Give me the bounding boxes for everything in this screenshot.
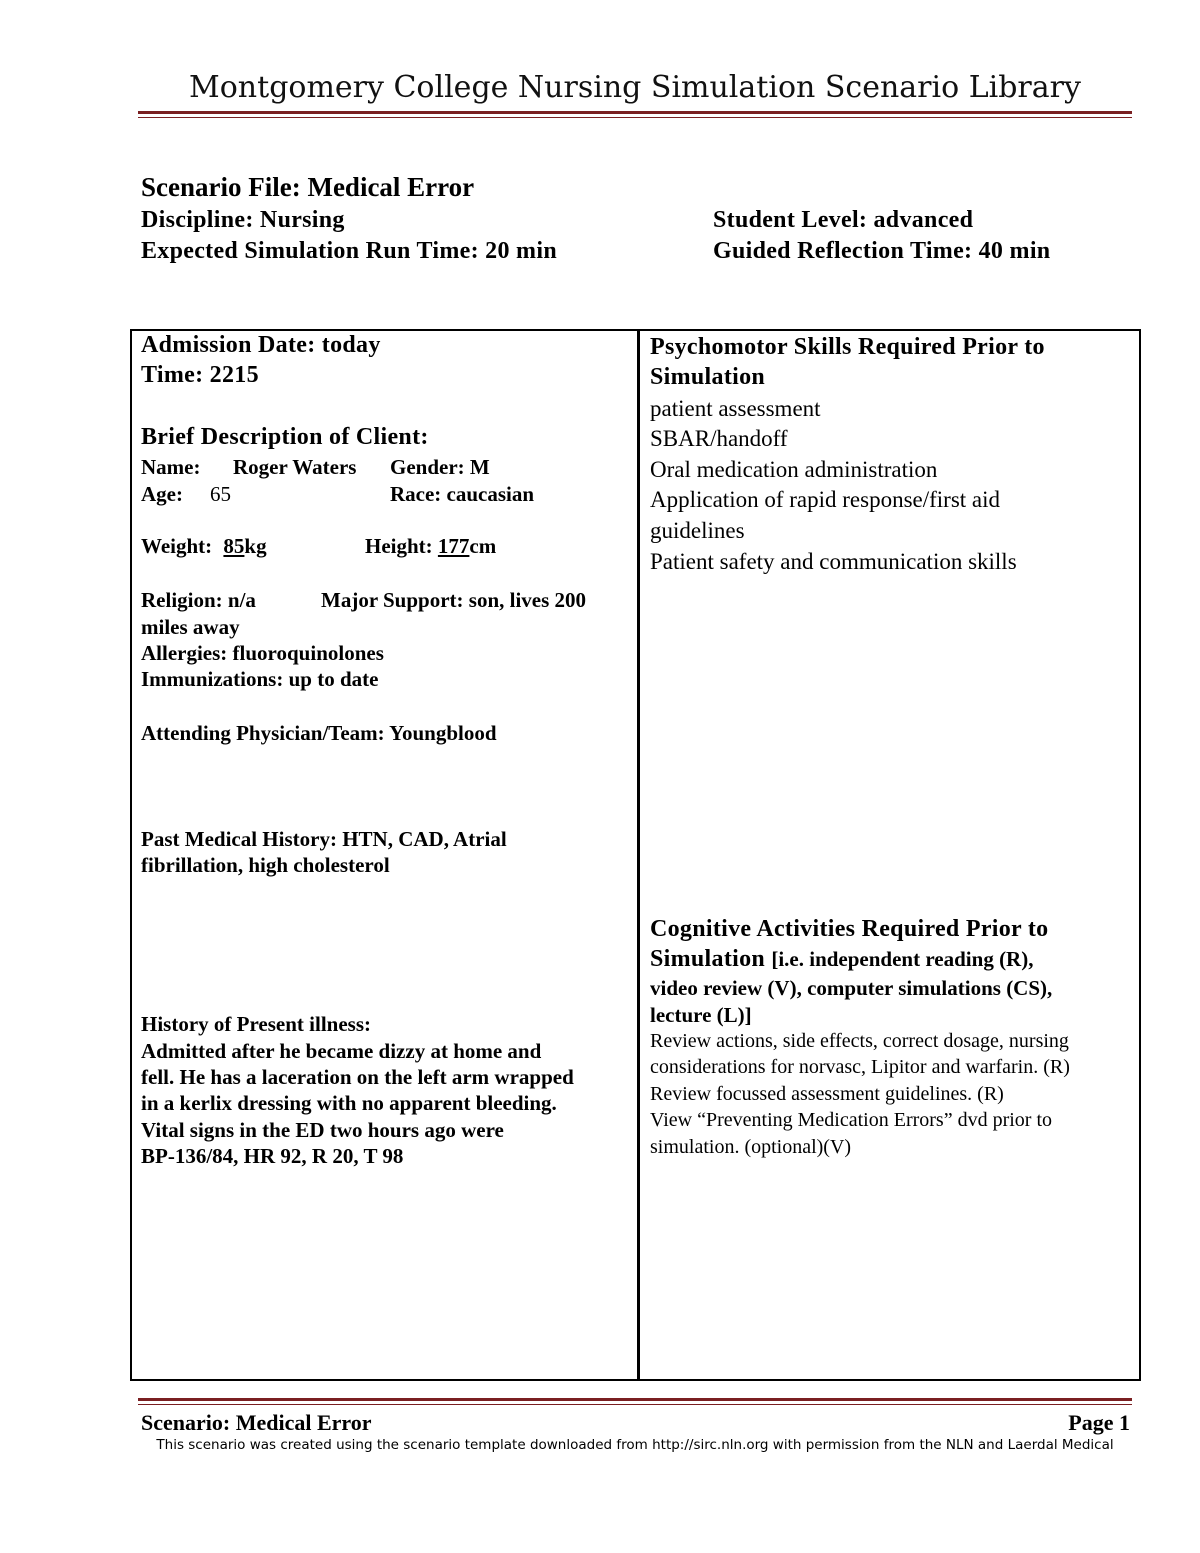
- client-age: 65: [210, 482, 231, 506]
- height-value: 177: [437, 534, 470, 558]
- footer-template-note: This scenario was created using the scenario template downloaded from http://sirc.nln.org with permission from the NLN and Laerdal Medical: [156, 1437, 1114, 1453]
- client-immunizations: Immunizations: up to date: [141, 667, 379, 691]
- cognitive-item: simulation. (optional)(V): [650, 1136, 852, 1158]
- client-gender: Gender: M: [390, 455, 490, 479]
- client-name: Roger Waters: [233, 455, 357, 479]
- hpi-line: fell. He has a laceration on the left arm wrapped: [141, 1065, 574, 1089]
- psychomotor-item: Application of rapid response/first aid: [650, 487, 1001, 512]
- major-support: Major Support: son, lives 200: [321, 588, 587, 612]
- name-label: Name:: [141, 455, 201, 479]
- cognitive-heading-simulation: Simulation: [650, 946, 772, 972]
- footer-scenario: Scenario: Medical Error: [141, 1410, 372, 1435]
- psychomotor-item: patient assessment: [650, 396, 821, 421]
- client-religion: Religion: n/a: [141, 588, 256, 612]
- cognitive-item: Review actions, side effects, correct dosage, nursing: [650, 1030, 1069, 1052]
- weight-label: Weight:: [141, 534, 218, 558]
- reflection-time: Guided Reflection Time: 40 min: [713, 238, 1051, 264]
- client-allergies: Allergies: fluoroquinolones: [141, 641, 384, 665]
- client-weight: [141, 533, 341, 559]
- admission-time: Time: 2215: [141, 362, 259, 388]
- hpi-line: BP-136/84, HR 92, R 20, T 98: [141, 1144, 404, 1168]
- cognitive-heading-line2: [650, 944, 1135, 974]
- weight-value: 85: [223, 534, 245, 558]
- attending-physician: Attending Physician/Team: Youngblood: [141, 721, 497, 745]
- footer-rule: [138, 1398, 1132, 1401]
- header-rule: [138, 111, 1132, 114]
- discipline: Discipline: Nursing: [141, 207, 345, 233]
- psychomotor-item: guidelines: [650, 518, 745, 543]
- cognitive-heading-line3: video review (V), computer simulations (CS),: [650, 976, 1053, 1000]
- cognitive-heading-line4: lecture (L)]: [650, 1003, 752, 1027]
- admission-date: Admission Date: today: [141, 332, 381, 358]
- cognitive-heading: Cognitive Activities Required Prior to: [650, 916, 1049, 942]
- major-support-cont: miles away: [141, 615, 240, 639]
- hpi-heading: History of Present illness:: [141, 1012, 371, 1036]
- cognitive-heading-bracket: [i.e. independent reading (R),: [771, 947, 1034, 971]
- past-medical-history-cont: fibrillation, high cholesterol: [141, 853, 390, 877]
- cognitive-item: Review focussed assessment guidelines. (R): [650, 1083, 1004, 1105]
- table-column-divider: [637, 329, 640, 1381]
- psychomotor-heading-cont: Simulation: [650, 364, 766, 390]
- hpi-line: in a kerlix dressing with no apparent bleeding.: [141, 1091, 557, 1115]
- student-level: Student Level: advanced: [713, 207, 974, 233]
- past-medical-history: Past Medical History: HTN, CAD, Atrial: [141, 827, 507, 851]
- client-height: [365, 533, 565, 559]
- header-rule-thin: [138, 117, 1132, 118]
- height-unit: cm: [469, 534, 497, 558]
- document-header-title: Montgomery College Nursing Simulation Scenario Library: [189, 70, 1081, 105]
- scenario-file-title: Scenario File: Medical Error: [141, 172, 475, 202]
- hpi-line: Admitted after he became dizzy at home and: [141, 1039, 542, 1063]
- age-label: Age:: [141, 482, 183, 506]
- weight-unit: kg: [244, 534, 267, 558]
- psychomotor-item: Patient safety and communication skills: [650, 549, 1017, 574]
- brief-description-heading: Brief Description of Client:: [141, 424, 429, 450]
- psychomotor-heading: Psychomotor Skills Required Prior to: [650, 334, 1045, 360]
- run-time: Expected Simulation Run Time: 20 min: [141, 238, 557, 264]
- footer-rule-thin: [138, 1404, 1132, 1405]
- psychomotor-item: Oral medication administration: [650, 457, 938, 482]
- hpi-line: Vital signs in the ED two hours ago were: [141, 1118, 504, 1142]
- cognitive-item: considerations for norvasc, Lipitor and warfarin. (R): [650, 1056, 1070, 1078]
- footer-page-number: Page 1: [1068, 1410, 1130, 1435]
- client-race: Race: caucasian: [390, 482, 535, 506]
- psychomotor-item: SBAR/handoff: [650, 426, 788, 451]
- height-label: Height:: [365, 534, 438, 558]
- cognitive-item: View “Preventing Medication Errors” dvd prior to: [650, 1109, 1053, 1131]
